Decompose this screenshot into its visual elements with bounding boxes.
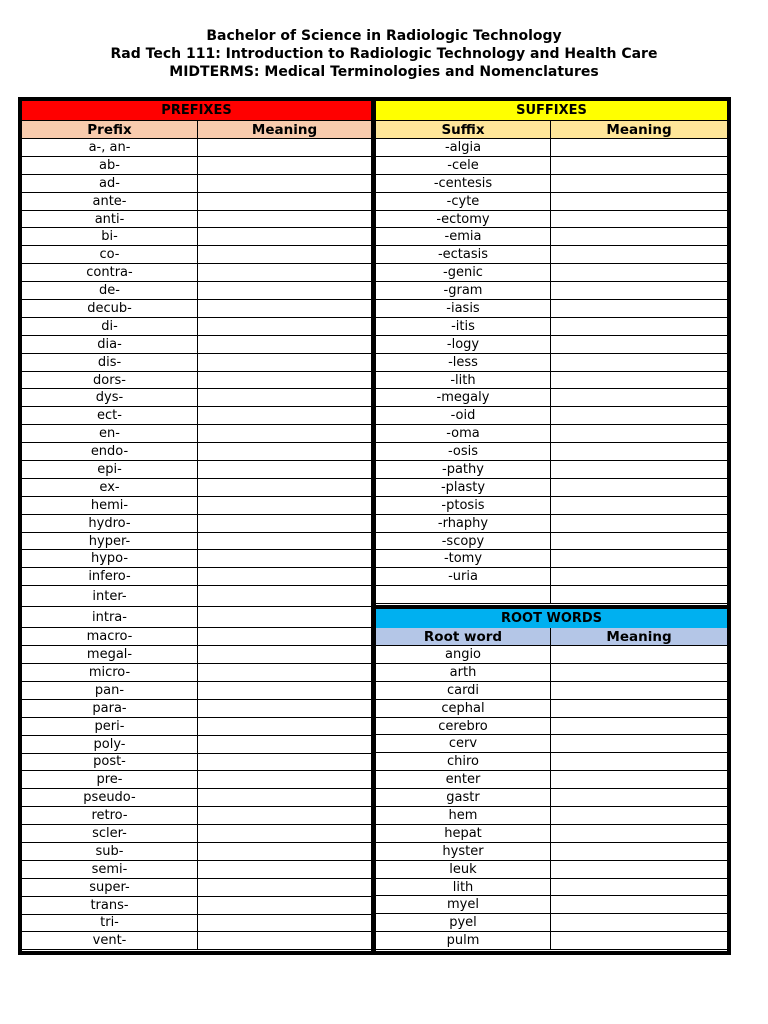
root-word-row (376, 825, 727, 843)
prefix-row (22, 771, 371, 789)
root-word-row (376, 861, 727, 879)
prefix-row-meaning-cell[interactable] (197, 139, 371, 156)
prefix-row-term: decub- (87, 300, 132, 316)
document-title-line-1: Bachelor of Science in Radiologic Technology (206, 28, 562, 44)
prefix-row-meaning-cell[interactable] (197, 932, 371, 949)
root-word-row-meaning-cell[interactable] (550, 735, 727, 752)
prefix-row (22, 461, 371, 479)
root-word-row-term: hyster (442, 843, 484, 859)
suffix-row-meaning-cell[interactable] (550, 246, 727, 263)
prefix-row-term: anti- (94, 211, 125, 227)
suffix-row (376, 175, 727, 193)
suffix-row-term: -osis (447, 444, 479, 460)
prefix-row-meaning-cell[interactable] (197, 879, 371, 896)
suffix-row (376, 157, 727, 175)
root-word-row-term: cerv (448, 736, 478, 752)
prefix-row-meaning-cell[interactable] (197, 550, 371, 567)
prefix-row (22, 372, 371, 390)
root-word-rows (376, 646, 727, 950)
suffix-row (376, 479, 727, 497)
prefix-row-term: para- (92, 700, 127, 716)
prefix-row-term: hypo- (90, 551, 129, 567)
prefix-row-term: inter- (92, 588, 127, 604)
suffix-meaning-column-header: Meaning (550, 121, 727, 139)
prefix-row-term: contra- (86, 265, 133, 281)
prefix-row (22, 389, 371, 407)
prefix-row (22, 300, 371, 318)
suffix-row (376, 586, 727, 604)
root-word-row-term: hem (448, 807, 478, 823)
suffix-row-meaning-cell[interactable] (550, 497, 727, 514)
suffix-row (376, 300, 727, 318)
suffix-row-term: -ptosis (441, 497, 485, 513)
suffix-row (376, 443, 727, 461)
suffix-row-term: -centesis (433, 175, 493, 191)
prefix-row (22, 682, 371, 700)
root-word-row-term: gastr (446, 790, 480, 806)
suffix-row-meaning-cell[interactable] (550, 443, 727, 460)
prefix-row-meaning-cell[interactable] (197, 825, 371, 842)
suffix-rows (376, 139, 727, 604)
root-word-row-meaning-cell[interactable] (550, 879, 727, 896)
prefix-row (22, 754, 371, 772)
root-word-row-meaning-cell[interactable] (550, 682, 727, 699)
prefix-row-term: ante- (92, 193, 127, 209)
prefix-row-meaning-cell[interactable] (197, 354, 371, 371)
suffix-row-meaning-cell[interactable] (550, 175, 727, 192)
prefix-row-meaning-cell[interactable] (197, 754, 371, 771)
prefix-row-term: ex- (99, 479, 120, 495)
root-word-row-term: pulm (446, 933, 480, 949)
root-word-row-meaning-cell[interactable] (550, 646, 727, 663)
prefix-row (22, 664, 371, 682)
root-word-row-term: angio (444, 646, 482, 662)
prefix-row-term: super- (89, 879, 130, 895)
prefix-row-meaning-cell[interactable] (197, 300, 371, 317)
prefix-row-meaning-cell[interactable] (197, 479, 371, 496)
suffix-row-meaning-cell[interactable] (550, 354, 727, 371)
prefix-row-term: hyper- (88, 533, 131, 549)
prefix-row-term: en- (99, 426, 120, 442)
prefix-row-term: di- (101, 318, 118, 334)
prefix-row (22, 628, 371, 646)
prefix-row-term: dia- (97, 336, 122, 352)
prefix-row-term: micro- (88, 664, 131, 680)
root-word-row-term: hepat (444, 825, 482, 841)
prefix-row (22, 568, 371, 586)
root-word-row-term: pyel (449, 915, 477, 931)
prefix-row-term: intra- (92, 609, 127, 625)
suffix-row (376, 550, 727, 568)
prefix-row-term: ab- (99, 157, 120, 173)
suffix-row (376, 568, 727, 586)
suffix-row (376, 372, 727, 390)
suffix-row (376, 228, 727, 246)
suffix-row-term: -ectomy (436, 211, 490, 227)
root-word-row-term: chiro (446, 754, 479, 770)
prefix-row (22, 718, 371, 736)
prefix-row-meaning-cell[interactable] (197, 646, 371, 663)
root-word-row-meaning-cell[interactable] (550, 861, 727, 878)
prefix-row-term: peri- (94, 718, 125, 734)
suffix-row-meaning-cell[interactable] (550, 300, 727, 317)
suffix-row-meaning-cell[interactable] (550, 425, 727, 442)
prefix-row-meaning-cell[interactable] (197, 607, 371, 627)
root-word-row-meaning-cell[interactable] (550, 718, 727, 735)
prefix-row-meaning-cell[interactable] (197, 193, 371, 210)
suffixes-header: SUFFIXES (376, 101, 727, 121)
prefix-row-meaning-cell[interactable] (197, 246, 371, 263)
suffix-row (376, 318, 727, 336)
prefix-row (22, 246, 371, 264)
prefix-row-term: infero- (88, 569, 131, 585)
prefix-row-meaning-cell[interactable] (197, 175, 371, 192)
prefix-row (22, 336, 371, 354)
prefix-row-term: dors- (92, 372, 126, 388)
prefix-row-meaning-cell[interactable] (197, 628, 371, 645)
root-word-row (376, 700, 727, 718)
suffix-row-meaning-cell[interactable] (550, 336, 727, 353)
prefix-row-term: pan- (94, 682, 125, 698)
prefix-row (22, 157, 371, 175)
prefix-row-meaning-cell[interactable] (197, 282, 371, 299)
suffix-row (376, 407, 727, 425)
suffix-row-meaning-cell[interactable] (550, 461, 727, 478)
root-word-row-meaning-cell[interactable] (550, 914, 727, 931)
suffix-row (376, 193, 727, 211)
prefix-row (22, 318, 371, 336)
prefixes-header: PREFIXES (22, 101, 371, 121)
prefix-row-meaning-cell[interactable] (197, 318, 371, 335)
suffix-row-meaning-cell[interactable] (550, 282, 727, 299)
suffix-row-term: -pathy (442, 461, 484, 477)
prefix-row (22, 879, 371, 897)
suffix-row-meaning-cell[interactable] (550, 533, 727, 550)
document-title-line-2: Rad Tech 111: Introduction to Radiologic Technology and Health Care (110, 46, 658, 62)
prefix-row (22, 479, 371, 497)
root-word-row (376, 735, 727, 753)
prefix-row (22, 533, 371, 551)
suffix-row-term: -uria (448, 569, 478, 585)
prefix-row-meaning-cell[interactable] (197, 664, 371, 681)
suffix-row-meaning-cell[interactable] (550, 139, 727, 156)
prefix-row-term: dys- (95, 390, 124, 406)
root-word-row (376, 664, 727, 682)
prefix-row (22, 407, 371, 425)
document-title-line-3: MIDTERMS: Medical Terminologies and Nomenclatures (169, 64, 599, 80)
root-word-row (376, 932, 727, 950)
suffix-row-meaning-cell[interactable] (550, 157, 727, 174)
root-word-row (376, 807, 727, 825)
prefix-row-term: megal- (86, 647, 133, 663)
prefix-row-meaning-cell[interactable] (197, 915, 371, 932)
suffix-row-meaning-cell[interactable] (550, 389, 727, 406)
suffix-row-term (376, 586, 550, 603)
prefix-row-meaning-cell[interactable] (197, 211, 371, 228)
root-word-row-term: enter (445, 772, 481, 788)
root-word-row-meaning-cell[interactable] (550, 825, 727, 842)
prefix-row-term: poly- (93, 736, 126, 752)
root-word-row-meaning-cell[interactable] (550, 807, 727, 824)
suffix-row (376, 139, 727, 157)
prefix-row (22, 586, 371, 607)
prefix-row-term: post- (93, 754, 126, 770)
suffix-row (376, 354, 727, 372)
prefix-row (22, 932, 371, 950)
root-word-meaning-column-header: Meaning (550, 628, 727, 646)
suffix-row-term: -ectasis (437, 247, 489, 263)
root-word-row (376, 896, 727, 914)
prefix-row (22, 264, 371, 282)
root-word-row-term: cerebro (438, 718, 488, 734)
suffix-row-meaning-cell[interactable] (550, 407, 727, 424)
suffix-row-meaning-cell[interactable] (550, 515, 727, 532)
root-word-row-meaning-cell[interactable] (550, 664, 727, 681)
prefix-row (22, 789, 371, 807)
prefix-row-meaning-cell[interactable] (197, 771, 371, 788)
root-word-row-term: lith (452, 879, 474, 895)
prefix-row (22, 425, 371, 443)
root-word-row (376, 753, 727, 771)
suffix-row-term: -scopy (441, 533, 485, 549)
suffix-row-term: -tomy (443, 551, 483, 567)
root-word-row (376, 843, 727, 861)
root-word-row (376, 718, 727, 736)
suffix-row (376, 336, 727, 354)
root-word-row-meaning-cell[interactable] (550, 771, 727, 788)
suffix-row-term: -oid (450, 408, 476, 424)
prefix-row-term: ect- (97, 408, 122, 424)
prefix-row-meaning-cell[interactable] (197, 718, 371, 735)
root-word-row-meaning-cell[interactable] (550, 843, 727, 860)
prefix-row (22, 515, 371, 533)
root-word-row-term: arth (449, 664, 477, 680)
root-word-row (376, 646, 727, 664)
prefix-row (22, 607, 371, 628)
root-word-row (376, 789, 727, 807)
prefix-rows (22, 139, 371, 950)
root-word-row-meaning-cell[interactable] (550, 700, 727, 717)
suffix-row-term: -emia (444, 229, 482, 245)
prefix-row-meaning-cell[interactable] (197, 843, 371, 860)
prefix-row (22, 861, 371, 879)
prefix-row-meaning-cell[interactable] (197, 700, 371, 717)
prefix-row (22, 354, 371, 372)
suffix-row-term: -megaly (436, 390, 490, 406)
prefix-meaning-column-header: Meaning (197, 121, 371, 139)
root-words-header: ROOT WORDS (376, 609, 727, 629)
root-word-row-meaning-cell[interactable] (550, 753, 727, 770)
prefix-row-meaning-cell[interactable] (197, 336, 371, 353)
prefix-row (22, 175, 371, 193)
prefix-row-meaning-cell[interactable] (197, 586, 371, 606)
suffix-row-meaning-cell[interactable] (550, 550, 727, 567)
prefix-row-meaning-cell[interactable] (197, 533, 371, 550)
prefix-row-meaning-cell[interactable] (197, 861, 371, 878)
prefix-row (22, 897, 371, 915)
prefix-row-term: retro- (91, 808, 128, 824)
prefix-row (22, 443, 371, 461)
prefix-row-meaning-cell[interactable] (197, 389, 371, 406)
prefix-row (22, 497, 371, 515)
root-word-row-meaning-cell[interactable] (550, 932, 727, 949)
prefix-row (22, 807, 371, 825)
suffix-column-header: Suffix (376, 121, 550, 139)
prefix-row-term: pre- (96, 772, 123, 788)
suffix-row-meaning-cell[interactable] (550, 568, 727, 585)
root-word-row-term: leuk (449, 861, 477, 877)
suffix-row-term: -less (448, 354, 478, 370)
suffix-row-term: -gram (443, 283, 483, 299)
prefix-row-term: hemi- (90, 497, 129, 513)
prefix-row (22, 193, 371, 211)
prefix-row (22, 700, 371, 718)
prefix-row-term: sub- (95, 843, 124, 859)
prefix-row-meaning-cell[interactable] (197, 807, 371, 824)
prefix-row-term: co- (99, 247, 120, 263)
prefix-row-term: ad- (99, 175, 120, 191)
root-word-row-term: cephal (441, 700, 485, 716)
prefix-row-term: tri- (100, 915, 119, 931)
prefix-row-meaning-cell[interactable] (197, 264, 371, 281)
prefix-row-meaning-cell[interactable] (197, 407, 371, 424)
root-word-row-meaning-cell[interactable] (550, 896, 727, 913)
suffix-row-meaning-cell[interactable] (550, 586, 727, 603)
suffix-row (376, 515, 727, 533)
root-word-row-meaning-cell[interactable] (550, 789, 727, 806)
suffix-row (376, 211, 727, 229)
suffix-row-meaning-cell[interactable] (550, 318, 727, 335)
suffix-row-term: -itis (451, 318, 475, 334)
prefix-row-term: pseudo- (83, 790, 136, 806)
prefix-row (22, 228, 371, 246)
suffix-row-meaning-cell[interactable] (550, 228, 727, 245)
prefix-row-meaning-cell[interactable] (197, 425, 371, 442)
prefix-row-meaning-cell[interactable] (197, 736, 371, 753)
suffix-row-term: -oma (446, 426, 480, 442)
suffix-row-term: -algia (444, 139, 482, 155)
prefix-row-meaning-cell[interactable] (197, 682, 371, 699)
suffix-row (376, 282, 727, 300)
suffix-row-term: -cyte (446, 193, 480, 209)
suffix-row (376, 246, 727, 264)
prefix-row (22, 282, 371, 300)
prefix-row (22, 843, 371, 861)
root-word-row-term: cardi (446, 682, 480, 698)
prefix-row-meaning-cell[interactable] (197, 157, 371, 174)
suffix-row-term: -logy (446, 336, 480, 352)
prefix-row-meaning-cell[interactable] (197, 228, 371, 245)
suffix-row-meaning-cell[interactable] (550, 372, 727, 389)
suffix-row (376, 389, 727, 407)
prefix-row-term: macro- (86, 629, 133, 645)
suffix-row (376, 533, 727, 551)
prefix-row-meaning-cell[interactable] (197, 497, 371, 514)
prefix-row-term: vent- (92, 933, 127, 949)
root-word-row (376, 771, 727, 789)
suffix-row (376, 425, 727, 443)
prefix-row-meaning-cell[interactable] (197, 372, 371, 389)
prefix-row (22, 736, 371, 754)
prefix-row-term: endo- (90, 444, 129, 460)
suffix-row (376, 264, 727, 282)
prefix-row-term: hydro- (88, 515, 131, 531)
prefix-row (22, 915, 371, 933)
suffix-row-term: -plasty (440, 479, 486, 495)
suffix-row (376, 461, 727, 479)
prefix-row-term: dis- (97, 354, 122, 370)
suffix-row (376, 497, 727, 515)
suffix-row-term: -cele (447, 157, 479, 173)
prefix-row (22, 550, 371, 568)
prefix-column-header: Prefix (22, 121, 197, 139)
suffix-row-meaning-cell[interactable] (550, 264, 727, 281)
prefix-row-term: semi- (91, 861, 128, 877)
root-word-column-header: Root word (376, 628, 550, 646)
suffix-row-meaning-cell[interactable] (550, 211, 727, 228)
prefix-row-meaning-cell[interactable] (197, 461, 371, 478)
prefix-row-meaning-cell[interactable] (197, 897, 371, 914)
root-word-row (376, 879, 727, 897)
suffix-row-term: -lith (450, 372, 476, 388)
prefix-row-term: epi- (97, 461, 122, 477)
suffix-row-term: -genic (443, 265, 483, 281)
prefix-row (22, 646, 371, 664)
prefix-row (22, 825, 371, 843)
suffix-row-meaning-cell[interactable] (550, 479, 727, 496)
prefix-row-term: a-, an- (88, 139, 131, 155)
suffix-row-meaning-cell[interactable] (550, 193, 727, 210)
root-word-row (376, 914, 727, 932)
prefix-row (22, 211, 371, 229)
prefix-row-meaning-cell[interactable] (197, 789, 371, 806)
prefix-row-term: trans- (90, 897, 129, 913)
root-word-row-term: myel (447, 897, 479, 913)
prefix-row-meaning-cell[interactable] (197, 568, 371, 585)
prefix-row-meaning-cell[interactable] (197, 443, 371, 460)
prefix-row-term: de- (99, 283, 120, 299)
prefix-row-term: bi- (101, 229, 118, 245)
prefix-row-meaning-cell[interactable] (197, 515, 371, 532)
suffix-row-term: -rhaphy (437, 515, 489, 531)
prefix-row (22, 139, 371, 157)
suffix-row-term: -iasis (446, 300, 480, 316)
root-word-row (376, 682, 727, 700)
prefix-row-term: scler- (92, 826, 127, 841)
